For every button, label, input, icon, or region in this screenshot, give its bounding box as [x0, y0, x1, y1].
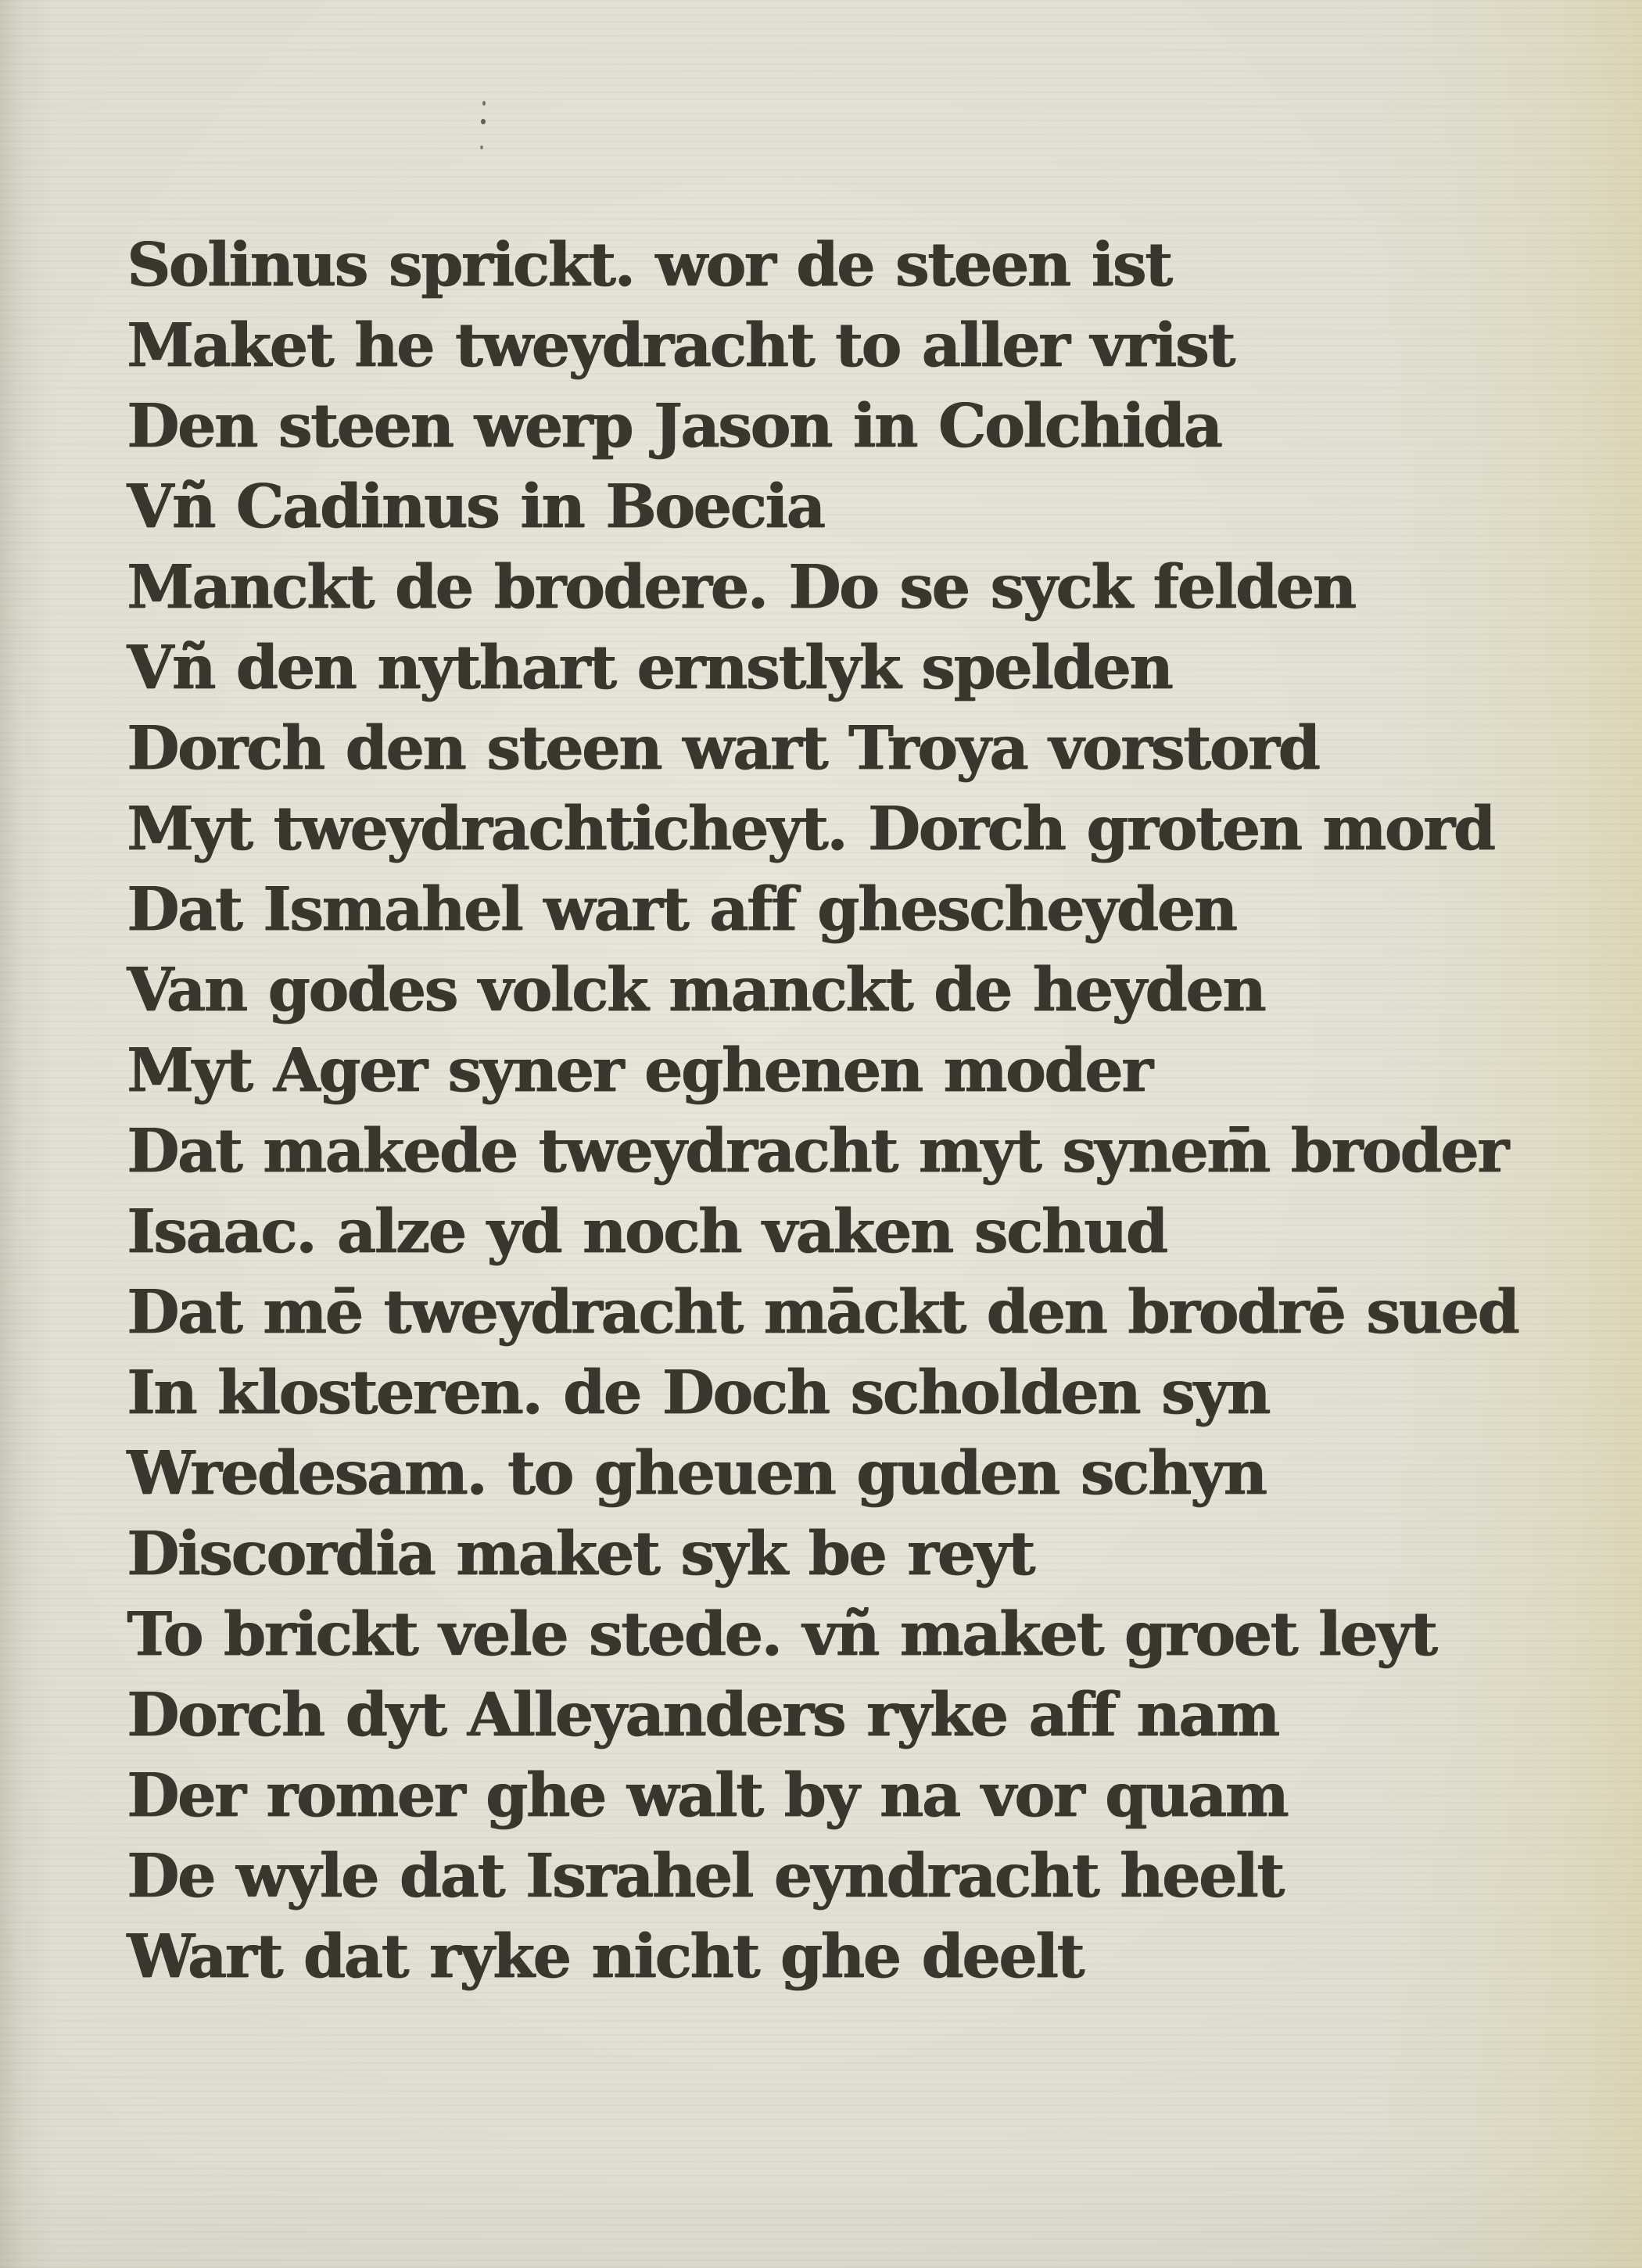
text-line: Dorch den steen wart Troya vorstord — [127, 713, 1319, 784]
text-line: Vñ den nythart ernstlyk spelden — [127, 633, 1172, 703]
text-line: Myt tweydrachticheyt. Dorch groten mord — [127, 794, 1494, 864]
ink-speck — [480, 145, 483, 149]
text-line: Den steen werp Jason in Colchida — [127, 391, 1221, 461]
text-line: Wart dat ryke nicht ghe deelt — [127, 1922, 1083, 1992]
text-block — [127, 225, 1597, 1997]
text-line: Manckt de brodere. Do se syck felden — [127, 552, 1355, 623]
text-line: Dat Ismahel wart aff ghescheyden — [127, 874, 1236, 945]
text-line: Wredesam. to gheuen guden schyn — [127, 1438, 1266, 1509]
text-line: Vñ Cadinus in Boecia — [127, 472, 824, 542]
text-line: Dat makede tweydracht myt synem̄ broder — [127, 1116, 1508, 1186]
text-line: Discordia maket syk be reyt — [127, 1519, 1034, 1589]
text-line: Van godes volck manckt de heyden — [127, 955, 1265, 1025]
text-line: De wyle dat Israhel eyndracht heelt — [127, 1841, 1283, 1911]
text-line: Der romer ghe walt by na vor quam — [127, 1760, 1288, 1831]
text-line: Myt Ager syner eghenen moder — [127, 1035, 1152, 1106]
text-line: Maket he tweydracht to aller vrist — [127, 310, 1234, 381]
text-line: In klosteren. de Doch scholden syn — [127, 1358, 1269, 1428]
ink-speck — [482, 101, 486, 106]
text-line: Dorch dyt Alleyanders ryke aff nam — [127, 1680, 1278, 1750]
text-line: Isaac. alze yd noch vaken schud — [127, 1197, 1167, 1267]
text-line: Solinus sprickt. wor de steen ist — [127, 230, 1171, 300]
ink-speck — [481, 119, 486, 124]
text-line: Dat mē tweydracht māckt den brodrē sued — [127, 1277, 1518, 1348]
text-line: To brickt vele stede. vñ maket groet leyt — [127, 1599, 1436, 1670]
